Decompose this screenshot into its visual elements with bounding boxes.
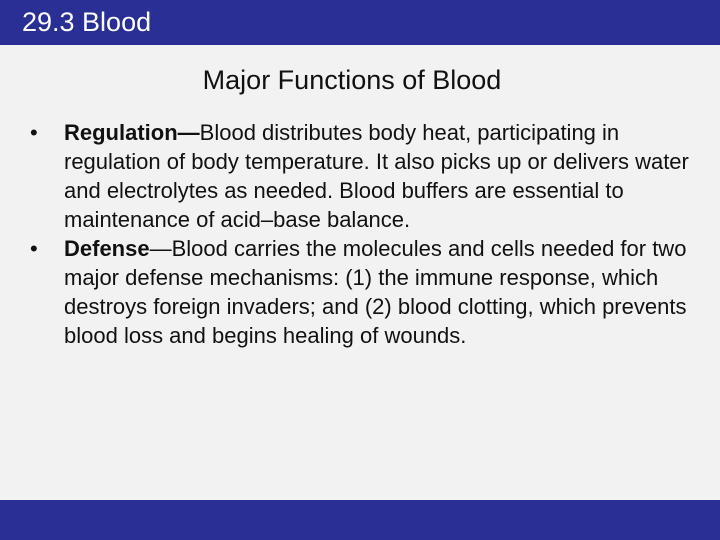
slide-title: Major Functions of Blood: [202, 65, 502, 95]
bullet-item-regulation: [30, 118, 690, 234]
header-bar: [0, 0, 720, 45]
bullet-marker: •: [30, 236, 38, 261]
bullet-text: —Blood carries the molecules and cells needed for two major defense mechanisms: (1) the immune response, which destroys foreign invaders; and (2) blood clotting, which prevents blood loss and begins healing of wounds.: [64, 236, 687, 348]
bullet-text: Blood distributes body heat, participating in regulation of body temperature. It also picks up or delivers water and electrolytes as needed. Blood buffers are essential to maintenance of acid–base balance.: [64, 120, 689, 232]
footer-bar: [0, 500, 720, 540]
bullet-item-defense: [30, 234, 690, 350]
bullet-term: Defense: [64, 236, 150, 261]
bullet-marker: •: [30, 120, 38, 145]
bullet-term: Regulation—: [64, 120, 200, 145]
section-title: 29.3 Blood: [22, 7, 152, 37]
bullet-list: [30, 118, 690, 350]
